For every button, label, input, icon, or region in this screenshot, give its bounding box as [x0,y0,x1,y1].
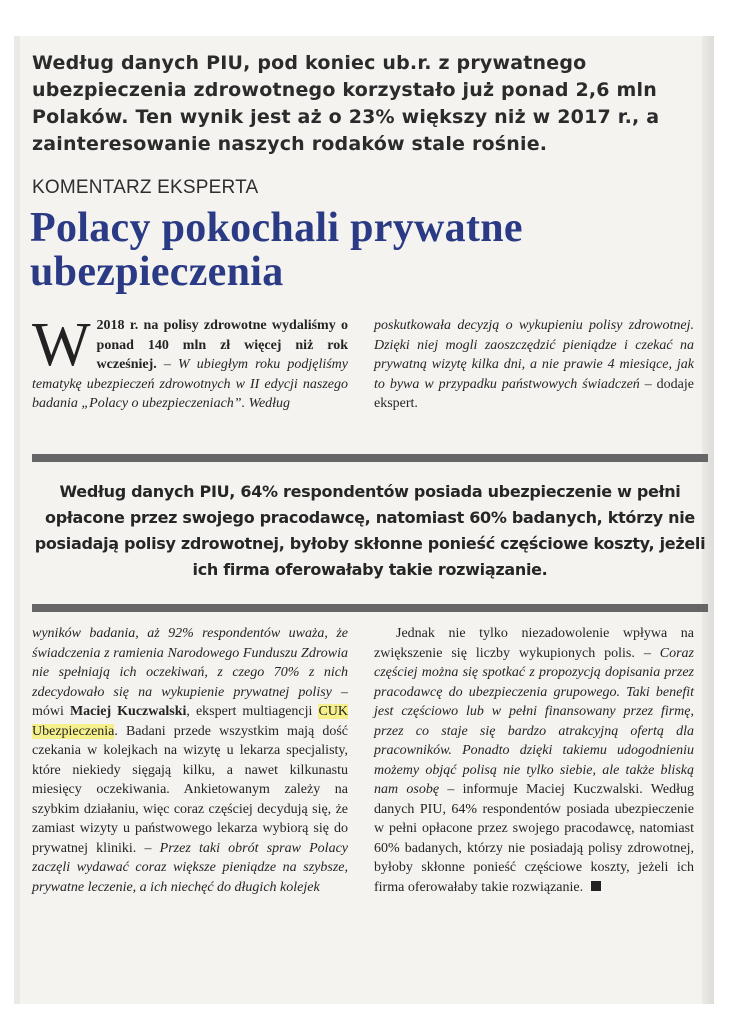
expert-quote: Coraz częściej można się spotkać z propozycją dopisania przez pracodawcę do ubezpieczenia grupowego. Taki benefit jest częściowo lub w pełni finansowany przez firmę, przez co staje się bardzo atrakcyjną ofertą dla pracowników. Ponadto dzięki takiemu udogodnieniu możemy objąć polisą nie tylko siebie, ale także bliską nam osobę [374,645,694,797]
page-edge-left [14,36,20,1004]
expert-name: Maciej Kuczwalski [69,704,187,719]
pullquote: Według danych PIU, 64% respondentów posiada ubezpieczenie w pełni opłacone przez swojego pracodawcę, natomiast 60% badanych, którzy nie posiadają polisy zdrowotnej, byłoby skłonne ponieść częściowe koszty, jeżeli ich firma oferowałaby takie rozwiązanie. [34,482,706,579]
survey-quote: wyników badania, aż 92% respondentów uważa, że świadczenia z ramienia Narodowego Funduszu Zdrowia nie spełniają ich oczekiwań, z czego 70% z nich zdecydowało się na wykupienie prywatnej polisy [32,626,348,700]
body-text: – informuje Maciej Kuczwalski. Według danych PIU, 64% respondentów posiada ubezpieczenie w pełni opłacone przez swojego pracodawcę, natomiast 60% badanych, którzy nie posiadają polisy zdrowotnej, byłoby skłonne ponieść częściowe koszty, jeżeli ich firma oferowałaby takie rozwiązanie. [374,782,694,895]
column-2 [374,316,694,414]
attribution-text: – dodaje ekspert. [374,376,694,411]
body-text: . Badani przede wszystkim mają dość czekania w kolejkach na wizytę u lekarza specjalisty, które niekiedy sięgają kilku, a nawet kilkunastu miesięcy oczekiwania. Ankietowanym zależy na szybkim działaniu, więc coraz częściej decydują się, że zamiast wizyty u państwowego lekarza wybiorą się do prywatnej kliniki. – [32,723,348,856]
expert-quote-start: – W ubiegłym roku podjęliśmy tematykę ubezpieczeń zdrowotnych w II edycji naszego badania „Polacy o ubezpieczeniach”. Według [32,357,349,411]
pullquote-rule-bottom [32,604,708,612]
expert-quote: Przez taki obrót spraw Polacy zaczęli wydawać coraz większe pieniądze na szybsze, prywatne leczenie, a ich niechęć do długich kolejek [32,840,349,895]
section-label: KOMENTARZ EKSPERTA [32,177,259,198]
expert-quote-end: poskutkowała decyzją o wykupieniu polisy zdrowotnej. Dzięki niej mogli zaoszczędzić pieniądze i czekać na prywatną wizytę kilka dni, a nie prawie 4 miesiące, jak to bywa w przypadku państwowych świadczeń [374,318,694,392]
body-text: Jednak nie tylko niezadowolenie wpływa na zwiększenie się liczby wykupionych polis. – [374,626,694,661]
intro-bold-text: 2018 r. na polisy zdrowotne wydaliśmy o ponad 140 mln zł więcej niż rok wcześniej. [96,318,348,372]
company-name-highlight: CUK Ubezpieczenia [32,704,348,739]
drop-cap: W [32,311,91,379]
pullquote-rule-top [32,454,708,462]
lead-paragraph: Według danych PIU, pod koniec ub.r. z prywatnego ubezpieczenia zdrowotnego korzystało już ponad 2,6 mln Polaków. Ten wynik jest aż o 23% większy niż w 2017 r., a zainteresowanie naszych rodaków stale rośnie. [32,52,660,155]
body-text: , ekspert multiagencji [186,704,319,719]
column-3 [32,624,348,897]
body-text: – mówi [32,684,349,719]
column-1 [32,311,349,414]
end-of-article-mark [591,881,601,891]
column-4 [374,624,694,897]
article-headline: Polacy pokochali prywatne ubezpieczenia [30,205,523,295]
magazine-page [14,36,714,1004]
